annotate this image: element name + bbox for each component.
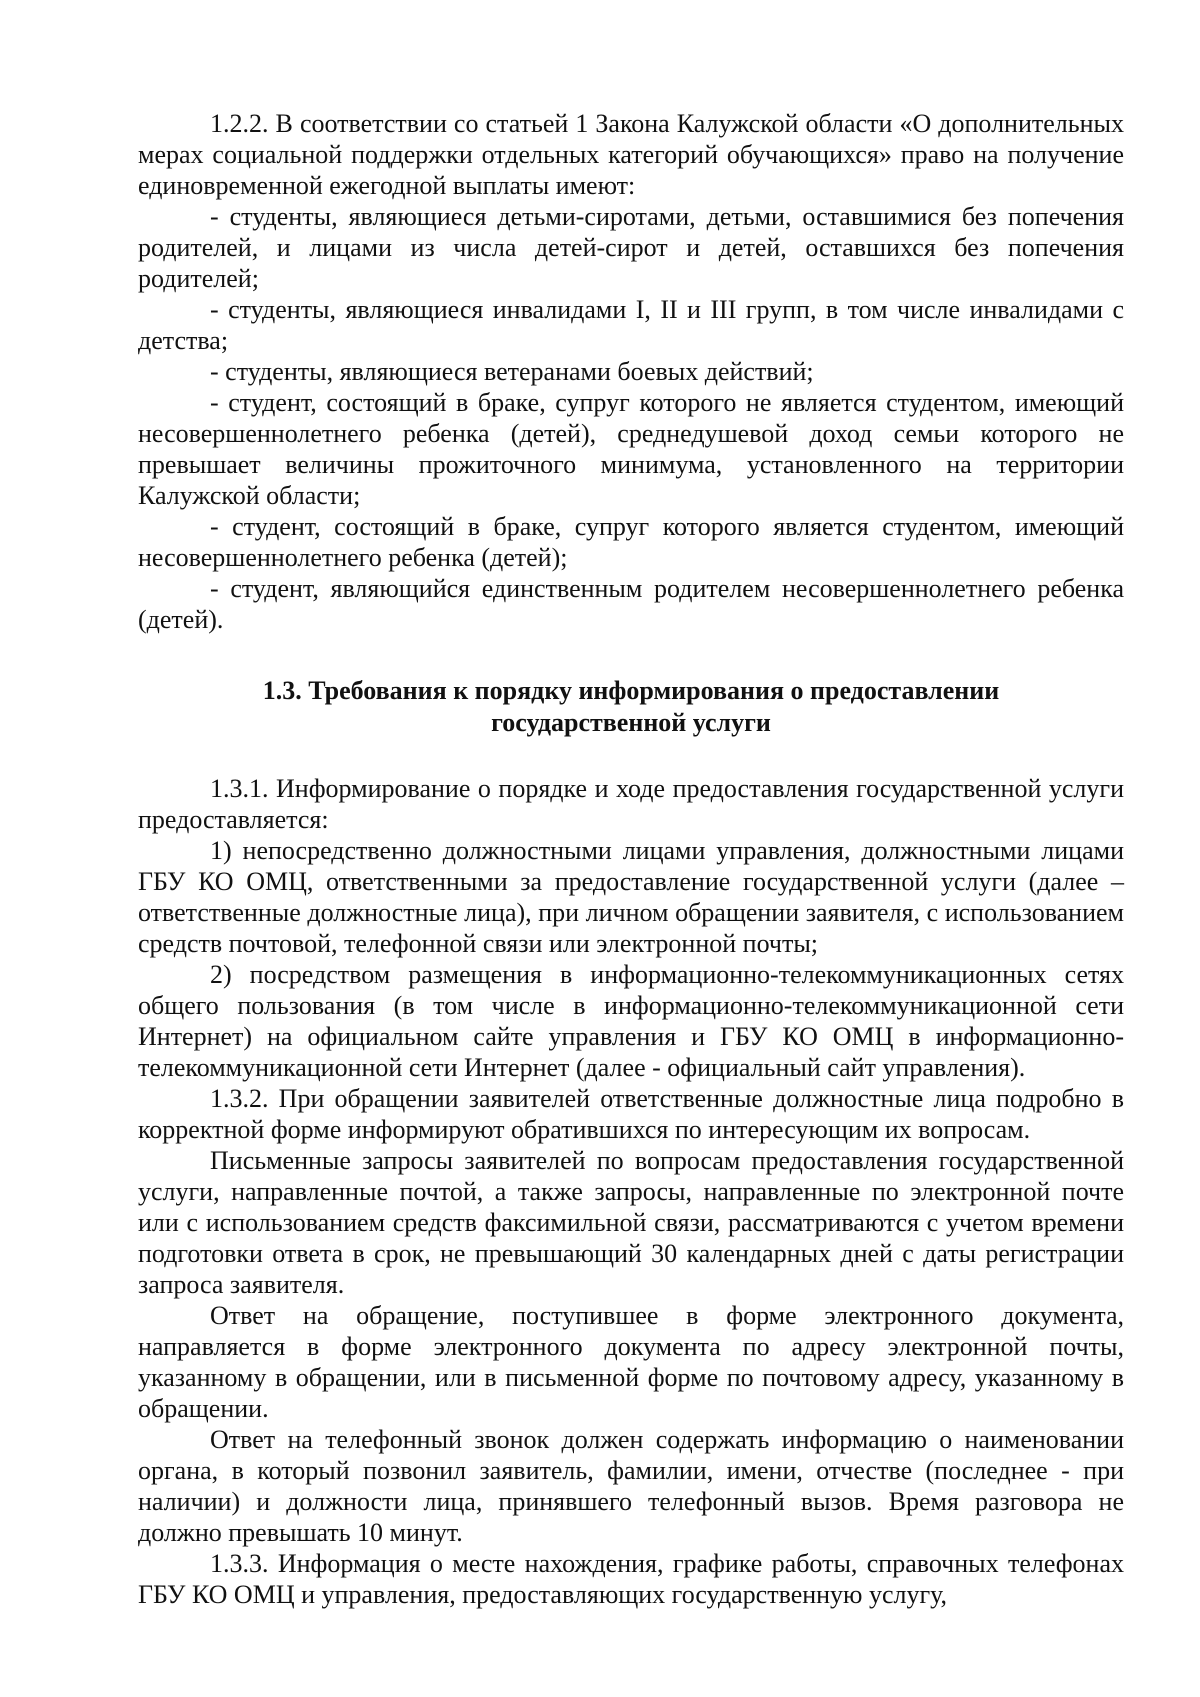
section-heading-1-3 <box>138 675 1124 739</box>
heading-line-2: государственной услуги <box>491 708 771 737</box>
paragraph-1-3-3: 1.3.3. Информация о месте нахождения, графике работы, справочных телефонах ГБУ КО ОМЦ и управления, предоставляющих государственную услугу, <box>138 1549 1124 1609</box>
list-item-internet-placement: 2) посредством размещения в информационно-телекоммуникационных сетях общего пользования (в том числе в информационно-телекоммуникационной сети Интернет) на официальном сайте управления и ГБУ КО ОМЦ в информационно-телекоммуникационной сети Интернет (далее - официальный сайт управления). <box>138 960 1124 1082</box>
paragraph-written-requests: Письменные запросы заявителей по вопросам предоставления государственной услуги, направленные почтой, а также запросы, направленные по электронной почте или с использованием средств факсимильной связи, рассматриваются с учетом времени подготовки ответа в срок, не превышающий 30 календарных дней с даты регистрации запроса заявителя. <box>138 1146 1124 1299</box>
paragraph-1-3-2: 1.3.2. При обращении заявителей ответственные должностные лица подробно в корректной форме информируют обратившихся по интересующим их вопросам. <box>138 1084 1124 1144</box>
paragraph-phone-response: Ответ на телефонный звонок должен содержать информацию о наименовании органа, в который позвонил заявитель, фамилии, имени, отчестве (последнее - при наличии) и должности лица, принявшего телефонный вызов. Время разговора не должно превышать 10 минут. <box>138 1425 1124 1547</box>
list-item-orphans: - студенты, являющиеся детьми-сиротами, детьми, оставшимися без попечения родителей, и лицами из числа детей-сирот и детей, оставшихся без попечения родителей; <box>138 202 1124 293</box>
paragraph-electronic-response: Ответ на обращение, поступившее в форме электронного документа, направляется в форме электронного документа по адресу электронной почты, указанному в обращении, или в письменной форме по почтовому адресу, указанному в обращении. <box>138 1301 1124 1423</box>
list-item-married-non-student-spouse: - студент, состоящий в браке, супруг которого не является студентом, имеющий несовершеннолетнего ребенка (детей), среднедушевой доход семьи которого не превышает величины прожиточного минимума, установленного на территории Калужской области; <box>138 388 1124 510</box>
list-item-single-parent: - студент, являющийся единственным родителем несовершеннолетнего ребенка (детей). <box>138 574 1124 634</box>
paragraph-1-2-2: 1.2.2. В соответствии со статьей 1 Закона Калужской области «О дополнительных мерах социальной поддержки отдельных категорий обучающихся» право на получение единовременной ежегодной выплаты имеют: <box>138 109 1124 200</box>
list-item-direct-officials: 1) непосредственно должностными лицами управления, должностными лицами ГБУ КО ОМЦ, ответственными за предоставление государственной услуги (далее – ответственные должностные лица), при личном обращении заявителя, с использованием средств почтовой, телефонной связи или электронной почты; <box>138 836 1124 958</box>
heading-line-1: 1.3. Требования к порядку информирования о предоставлении <box>262 676 1000 705</box>
document-body <box>138 108 1124 1610</box>
list-item-married-student-spouse: - студент, состоящий в браке, супруг которого является студентом, имеющий несовершеннолетнего ребенка (детей); <box>138 512 1124 572</box>
list-item-veterans: - студенты, являющиеся ветеранами боевых действий; <box>210 357 814 386</box>
paragraph-1-3-1: 1.3.1. Информирование о порядке и ходе предоставления государственной услуги предоставляется: <box>138 774 1124 834</box>
list-item-disabled: - студенты, являющиеся инвалидами I, II и III групп, в том числе инвалидами с детства; <box>138 295 1124 355</box>
